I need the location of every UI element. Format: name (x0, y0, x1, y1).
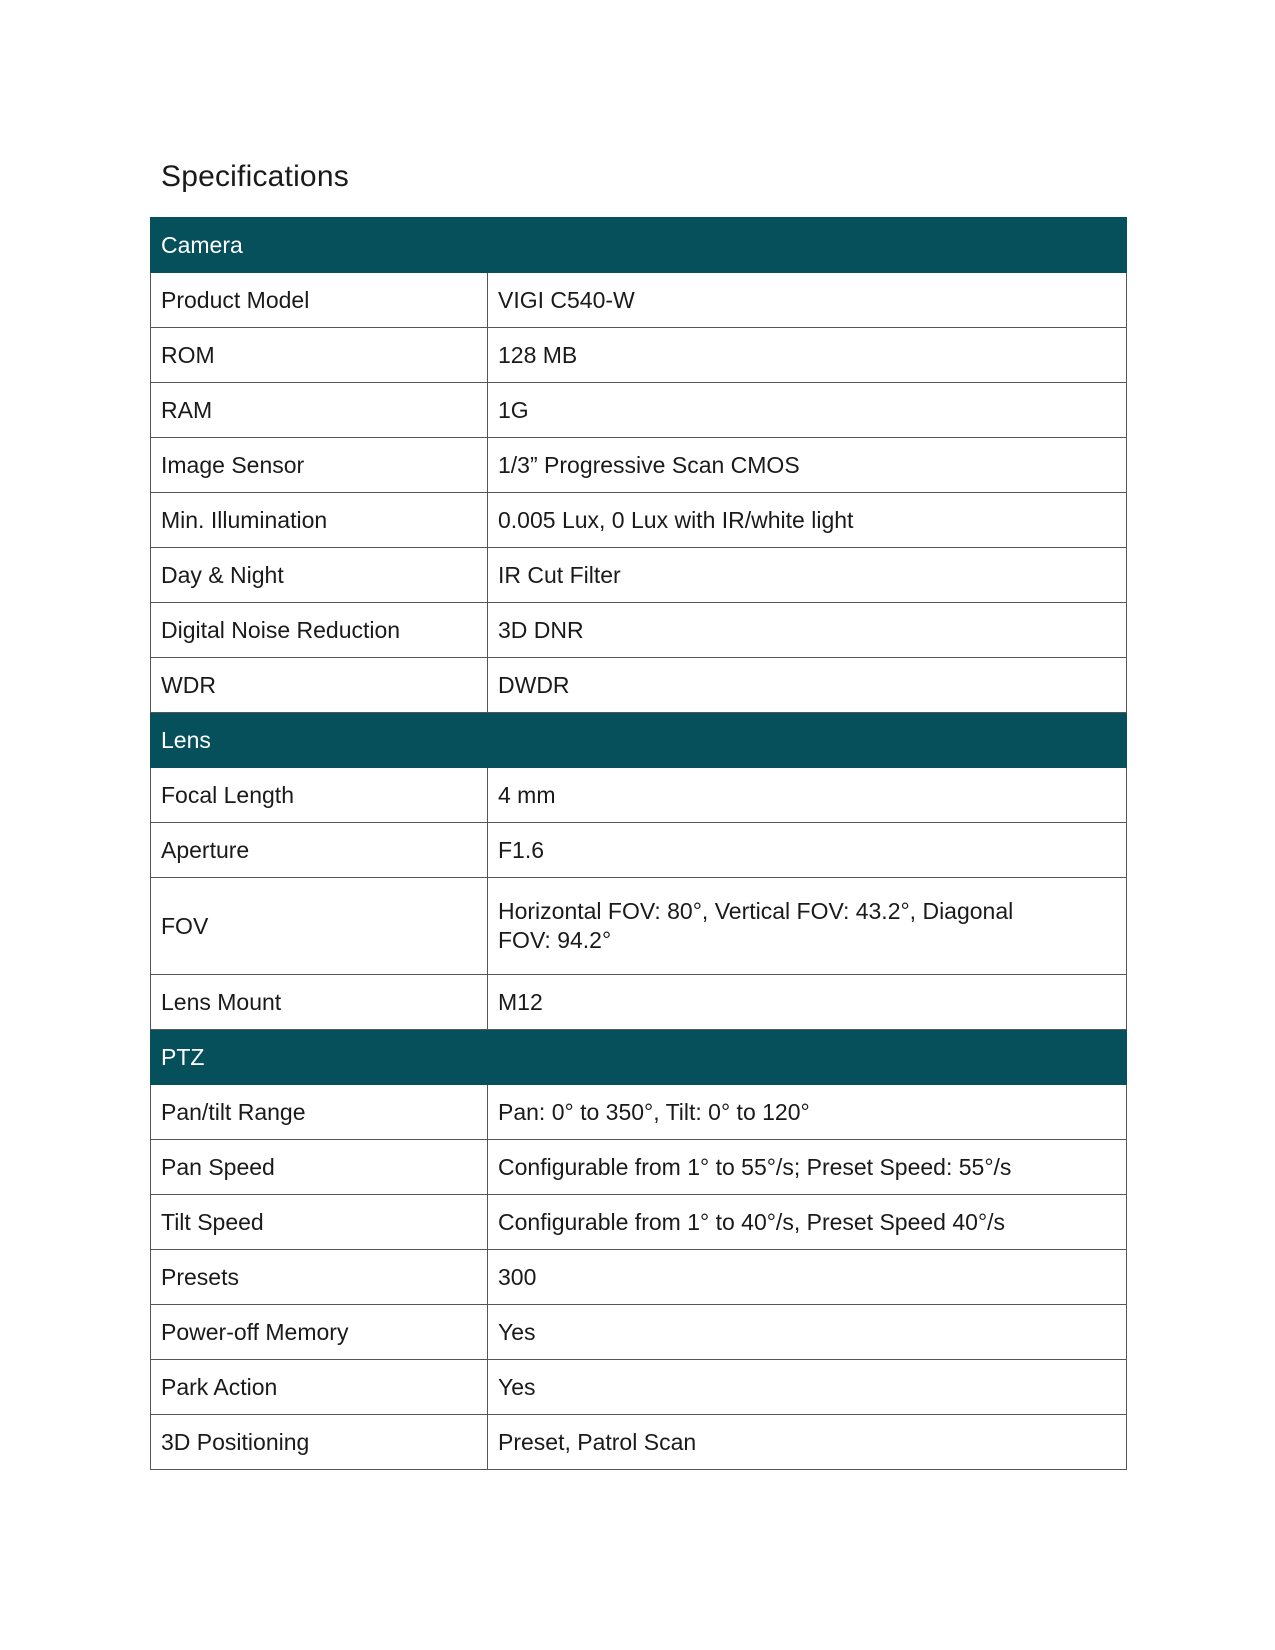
spec-value: 1/3” Progressive Scan CMOS (488, 438, 1127, 493)
spec-row (151, 1140, 1127, 1195)
spec-label: Pan/tilt Range (151, 1085, 488, 1140)
page-title: Specifications (161, 160, 349, 193)
spec-value: F1.6 (488, 823, 1127, 878)
spec-row (151, 493, 1127, 548)
spec-value: VIGI C540-W (488, 273, 1127, 328)
spec-value: Pan: 0° to 350°, Tilt: 0° to 120° (488, 1085, 1127, 1140)
spec-value: Horizontal FOV: 80°, Vertical FOV: 43.2°, Diagonal FOV: 94.2° (488, 878, 1127, 975)
spec-label: Aperture (151, 823, 488, 878)
spec-row (151, 273, 1127, 328)
spec-label: 3D Positioning (151, 1415, 488, 1470)
spec-label: Focal Length (151, 768, 488, 823)
spec-row (151, 1250, 1127, 1305)
spec-row (151, 383, 1127, 438)
spec-value: Configurable from 1° to 55°/s; Preset Speed: 55°/s (488, 1140, 1127, 1195)
spec-value: 300 (488, 1250, 1127, 1305)
specifications-table (150, 217, 1127, 1470)
spec-label: Presets (151, 1250, 488, 1305)
spec-value: DWDR (488, 658, 1127, 713)
spec-label: Tilt Speed (151, 1195, 488, 1250)
spec-label: Park Action (151, 1360, 488, 1415)
spec-value: 4 mm (488, 768, 1127, 823)
spec-label: ROM (151, 328, 488, 383)
spec-label: Power-off Memory (151, 1305, 488, 1360)
spec-value: 128 MB (488, 328, 1127, 383)
spec-label: Lens Mount (151, 975, 488, 1030)
spec-row (151, 1415, 1127, 1470)
spec-value: 0.005 Lux, 0 Lux with IR/white light (488, 493, 1127, 548)
spec-row (151, 603, 1127, 658)
spec-label: FOV (151, 878, 488, 975)
spec-label: Pan Speed (151, 1140, 488, 1195)
spec-row (151, 1085, 1127, 1140)
spec-label: Digital Noise Reduction (151, 603, 488, 658)
spec-value: 3D DNR (488, 603, 1127, 658)
spec-value: Yes (488, 1305, 1127, 1360)
spec-label: Image Sensor (151, 438, 488, 493)
spec-value: M12 (488, 975, 1127, 1030)
spec-row (151, 548, 1127, 603)
spec-label: Product Model (151, 273, 488, 328)
spec-row (151, 658, 1127, 713)
section-header-ptz (151, 1030, 1127, 1085)
spec-label: RAM (151, 383, 488, 438)
section-header-lens (151, 713, 1127, 768)
spec-label: WDR (151, 658, 488, 713)
spec-row (151, 878, 1127, 975)
spec-value: Yes (488, 1360, 1127, 1415)
spec-label: Day & Night (151, 548, 488, 603)
spec-row (151, 438, 1127, 493)
spec-value: Configurable from 1° to 40°/s, Preset Speed 40°/s (488, 1195, 1127, 1250)
section-title: Lens (151, 713, 1127, 768)
spec-row (151, 823, 1127, 878)
spec-value: 1G (488, 383, 1127, 438)
section-header-camera (151, 218, 1127, 273)
spec-row (151, 975, 1127, 1030)
spec-row (151, 1360, 1127, 1415)
spec-row (151, 768, 1127, 823)
spec-row (151, 1305, 1127, 1360)
spec-value: Preset, Patrol Scan (488, 1415, 1127, 1470)
spec-row (151, 328, 1127, 383)
section-title: Camera (151, 218, 1127, 273)
spec-label: Min. Illumination (151, 493, 488, 548)
spec-value: IR Cut Filter (488, 548, 1127, 603)
spec-row (151, 1195, 1127, 1250)
section-title: PTZ (151, 1030, 1127, 1085)
